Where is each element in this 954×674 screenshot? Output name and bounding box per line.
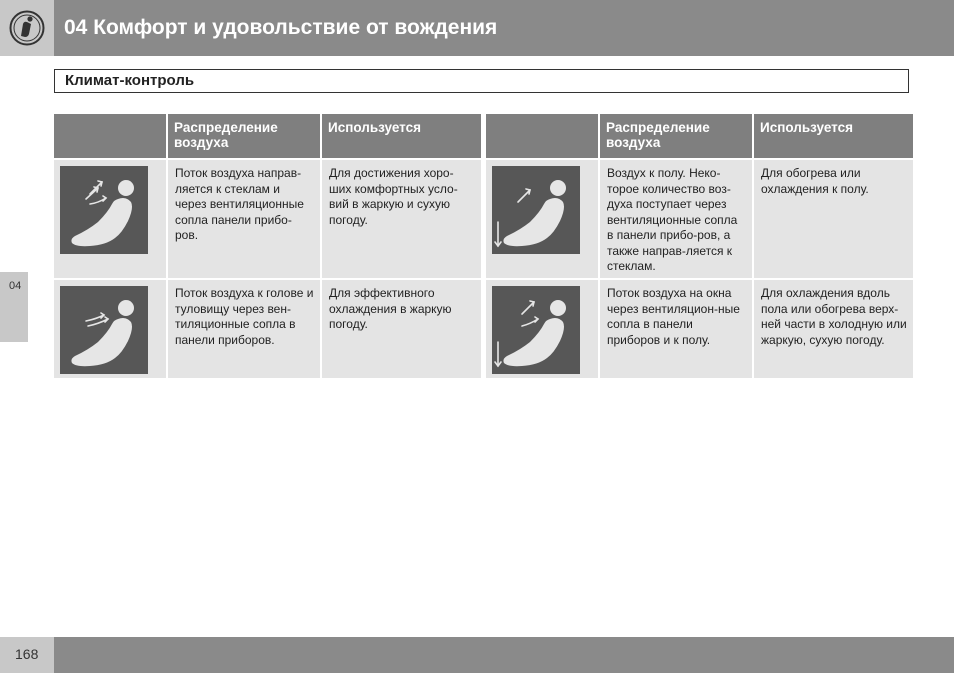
table-row bbox=[54, 160, 481, 280]
usage-cell: Для обогрева или охлаждения к полу. bbox=[754, 160, 913, 280]
table-header-row bbox=[54, 114, 481, 160]
footer-bar bbox=[0, 637, 954, 673]
image-cell bbox=[486, 160, 598, 280]
usage-cell: Для охлаждения вдоль пола или обогрева верх-ней части в холодную или жаркую, сухую погоду. bbox=[754, 280, 913, 380]
distribution-cell: Поток воздуха направ-ляется к стеклам и через вентиляционные сопла панели прибо-ров. bbox=[168, 160, 320, 280]
airflow-windshield-dash-icon bbox=[60, 166, 148, 254]
page-number: 168 bbox=[15, 646, 39, 662]
distribution-cell: Поток воздуха на окна через вентиляцион-ные сопла в панели приборов и к полу. bbox=[600, 280, 752, 380]
header-distribution: Распределение воздуха bbox=[168, 114, 320, 160]
header-icon-box bbox=[0, 0, 54, 56]
airflow-dash-icon bbox=[60, 286, 148, 374]
image-cell bbox=[54, 280, 166, 380]
image-cell bbox=[486, 280, 598, 380]
airflow-windshield-dash-floor-icon bbox=[492, 286, 580, 374]
page-title: 04 Комфорт и удовольствие от вождения bbox=[64, 16, 498, 39]
header-distribution: Распределение воздуха bbox=[600, 114, 752, 160]
section-title: Климат-контроль bbox=[54, 69, 909, 93]
airflow-table-right bbox=[484, 114, 915, 380]
distribution-cell: Поток воздуха к голове и туловищу через вен-тиляционные сопла в панели приборов. bbox=[168, 280, 320, 380]
chapter-tab[interactable] bbox=[0, 272, 28, 342]
header-usage: Используется bbox=[322, 114, 481, 160]
image-cell bbox=[54, 160, 166, 280]
header-blank-cell bbox=[54, 114, 166, 160]
table-header-row bbox=[486, 114, 913, 160]
airflow-table-left bbox=[52, 114, 483, 380]
airflow-floor-windshield-icon bbox=[492, 166, 580, 254]
usage-cell: Для достижения хоро-ших комфортных усло-вий в жаркую и сухую погоду. bbox=[322, 160, 481, 280]
table-row bbox=[54, 280, 481, 380]
usage-cell: Для эффективного охлаждения в жаркую погоду. bbox=[322, 280, 481, 380]
header-blank-cell bbox=[486, 114, 598, 160]
table-row bbox=[486, 160, 913, 280]
distribution-cell: Воздух к полу. Неко-торое количество воз-духа поступает через вентиляционные сопла в панели прибо-ров, а также направ-ляется к стеклам. bbox=[600, 160, 752, 280]
chapter-tab-label: 04 bbox=[9, 280, 22, 292]
table-row bbox=[486, 280, 913, 380]
header-usage: Используется bbox=[754, 114, 913, 160]
seat-icon bbox=[9, 10, 45, 46]
